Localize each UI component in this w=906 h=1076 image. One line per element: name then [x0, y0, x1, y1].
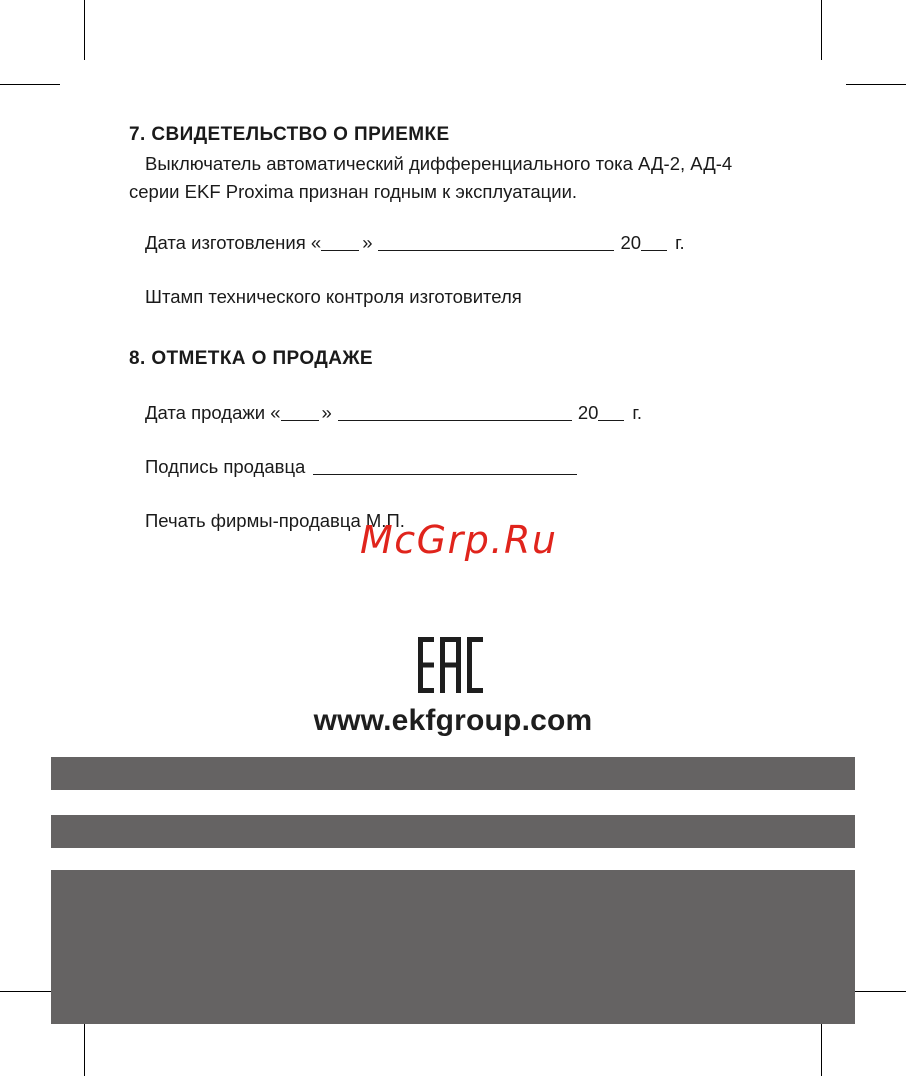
- manufacture-quote-close: »: [362, 232, 373, 253]
- seller-signature-label: Подпись продавца: [145, 456, 306, 477]
- acceptance-text-line-2: серии EKF Proxima признан годным к эксплуатации.: [129, 181, 578, 202]
- sale-day-blank[interactable]: [281, 419, 319, 421]
- manufacture-day-blank[interactable]: [321, 249, 359, 251]
- gray-band-3: [51, 870, 855, 1024]
- section-7-heading: 7. СВИДЕТЕЛЬСТВО О ПРИЕМКЕ: [129, 124, 450, 145]
- manufacture-date-row: [145, 232, 685, 254]
- sale-date-label: Дата продажи «: [145, 402, 281, 423]
- stamp-label: Штамп технического контроля изготовителя: [145, 286, 522, 307]
- manufacture-month-blank[interactable]: [378, 249, 614, 251]
- gray-band-1: [51, 757, 855, 790]
- sale-year-prefix: 20: [577, 402, 599, 423]
- acceptance-text-line-1: Выключатель автоматический дифференциального тока АД-2, АД-4: [145, 153, 733, 174]
- crop-mark-top-left-horizontal: [0, 84, 60, 85]
- seller-signature-row: [145, 456, 580, 478]
- sale-year-suffix: г.: [632, 402, 643, 423]
- website-link[interactable]: www.ekfgroup.com: [313, 704, 593, 737]
- sale-quote-close: »: [321, 402, 332, 423]
- sale-month-blank[interactable]: [338, 419, 572, 421]
- manufacture-year-prefix: 20: [620, 232, 642, 253]
- sale-year-blank[interactable]: [598, 419, 624, 421]
- sale-date-row: [145, 402, 642, 424]
- seller-signature-blank[interactable]: [313, 473, 577, 475]
- watermark-text: McGrp.Ru: [360, 518, 558, 562]
- manufacture-date-label: Дата изготовления «: [145, 232, 322, 253]
- crop-mark-top-right-vertical: [821, 0, 822, 60]
- eac-logo-icon: [418, 637, 484, 693]
- crop-mark-top-left-vertical: [84, 0, 85, 60]
- gray-band-2: [51, 815, 855, 848]
- eac-certification-mark: [418, 637, 484, 698]
- crop-mark-top-right-horizontal: [846, 84, 906, 85]
- seller-seal-label: Печать фирмы-продавца М.П.: [145, 510, 405, 531]
- section-8-heading: 8. ОТМЕТКА О ПРОДАЖЕ: [129, 348, 373, 369]
- crop-mark-bottom-right-vertical: [821, 1016, 822, 1076]
- crop-mark-bottom-left-vertical: [84, 1016, 85, 1076]
- crop-mark-bottom-right-horizontal: [846, 991, 906, 992]
- manufacture-year-blank[interactable]: [641, 249, 667, 251]
- manufacture-year-suffix: г.: [675, 232, 685, 253]
